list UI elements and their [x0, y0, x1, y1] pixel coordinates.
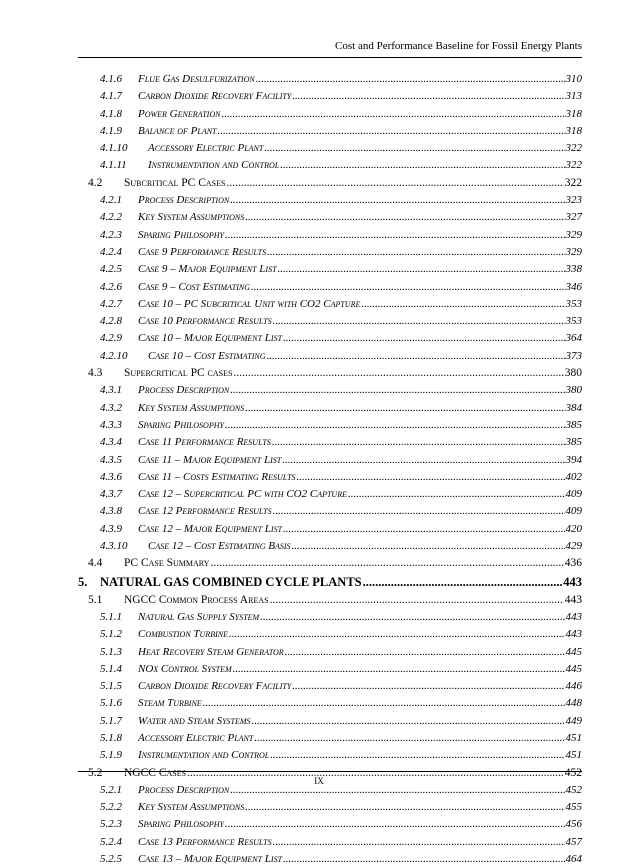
- toc-entry[interactable]: [76, 192, 582, 209]
- toc-leader-dots: [229, 626, 565, 643]
- toc-entry-page: 449: [565, 714, 582, 727]
- toc-entry-number: 5.2.1: [100, 783, 122, 796]
- toc-entry-number: 5.1: [88, 593, 103, 606]
- toc-leader-dots: [230, 192, 564, 209]
- toc-entry-page: 443: [564, 593, 582, 606]
- toc-entry-number: 5.1.8: [100, 731, 122, 744]
- toc-entry-page: 322: [565, 159, 582, 172]
- toc-entry-title: Carbon Dioxide Recovery Facility: [138, 90, 292, 103]
- toc-entry[interactable]: [76, 573, 582, 592]
- toc-leader-dots: [270, 747, 564, 764]
- toc-entry-title: Process Description: [138, 194, 230, 207]
- toc-leader-dots: [225, 816, 565, 833]
- toc-entry-page: 455: [565, 801, 582, 814]
- toc-leader-dots: [233, 365, 563, 382]
- toc-entry-title: Flue Gas Desulfurization: [138, 73, 255, 85]
- toc-leader-dots: [233, 661, 565, 678]
- toc-entry[interactable]: [76, 417, 582, 434]
- toc-leader-dots: [245, 400, 564, 417]
- toc-entry-title: Process Description: [138, 384, 230, 397]
- toc-entry-number: 4.1.7: [100, 90, 122, 103]
- toc-entry-page: 322: [565, 142, 582, 155]
- toc-entry[interactable]: [76, 365, 582, 382]
- toc-entry-page: 436: [564, 557, 582, 570]
- toc-entry[interactable]: [76, 661, 582, 678]
- toc-leader-dots: [348, 486, 565, 503]
- toc-leader-dots: [292, 88, 564, 105]
- toc-entry-title: Power Generation: [138, 107, 221, 120]
- toc-entry-title: Carbon Dioxide Recovery Facility: [138, 680, 292, 693]
- toc-entry[interactable]: [76, 555, 582, 572]
- toc-entry[interactable]: [76, 799, 582, 816]
- toc-leader-dots: [270, 592, 564, 609]
- toc-entry-page: 329: [565, 228, 582, 241]
- toc-entry[interactable]: [76, 348, 582, 365]
- toc-entry-number: 5.2: [88, 766, 103, 779]
- toc-entry[interactable]: [76, 486, 582, 503]
- toc-leader-dots: [272, 434, 565, 451]
- running-header: Cost and Performance Baseline for Fossil Energy Plants: [335, 40, 582, 52]
- toc-entry-number: 4.2.2: [100, 211, 122, 224]
- toc-leader-dots: [225, 227, 565, 244]
- toc-entry-page: 443: [565, 628, 582, 641]
- toc-entry-number: 4.2.6: [100, 280, 122, 293]
- toc-entry-number: 5.1.3: [100, 645, 122, 658]
- toc-entry[interactable]: [76, 592, 582, 609]
- toc-entry-title: Natural Gas Supply System: [138, 610, 260, 623]
- toc-entry-page: 353: [565, 297, 582, 310]
- toc-entry[interactable]: [76, 261, 582, 278]
- toc-leader-dots: [251, 279, 565, 296]
- toc-entry[interactable]: [76, 469, 582, 486]
- toc-entry-number: 4.1.9: [100, 124, 122, 137]
- toc-entry[interactable]: [76, 244, 582, 261]
- toc-entry-title: Key System Assumptions: [138, 401, 245, 414]
- toc-entry-number: 4.2.4: [100, 245, 122, 258]
- toc-entry-number: 4.2: [88, 176, 103, 189]
- toc-entry-number: 4.3.2: [100, 401, 122, 414]
- toc-leader-dots: [283, 521, 564, 538]
- toc-entry-number: 4.3.4: [100, 436, 122, 449]
- toc-entry[interactable]: [76, 730, 582, 747]
- toc-entry-number: 5.1.4: [100, 662, 122, 675]
- toc-entry[interactable]: [76, 538, 582, 555]
- toc-entry[interactable]: [76, 609, 582, 626]
- toc-leader-dots: [245, 209, 564, 226]
- toc-entry[interactable]: [76, 157, 582, 174]
- toc-entry-page: 429: [565, 540, 582, 553]
- toc-leader-dots: [273, 503, 565, 520]
- toc-entry-number: 4.2.3: [100, 228, 122, 241]
- toc-entry-page: 451: [565, 731, 582, 744]
- toc-entry-page: 384: [565, 401, 582, 414]
- toc-entry-page: 448: [565, 697, 582, 710]
- toc-entry[interactable]: [76, 140, 582, 157]
- toc-entry[interactable]: [76, 851, 582, 868]
- toc-entry-page: 443: [563, 574, 582, 589]
- toc-entry-number: 4.2.10: [100, 349, 128, 362]
- toc-entry-number: 4.1.6: [100, 73, 122, 85]
- toc-entry-title: Case 9 – Major Equipment List: [138, 263, 277, 276]
- toc-entry-title: Case 12 – Cost Estimating Basis: [148, 540, 291, 553]
- toc-entry[interactable]: [76, 71, 582, 88]
- toc-entry-title: Accessory Electric Plant: [138, 731, 254, 744]
- toc-entry-number: 5.1.6: [100, 697, 122, 710]
- toc-leader-dots: [267, 348, 565, 365]
- toc-leader-dots: [264, 140, 564, 157]
- toc-entry-title: Key System Assumptions: [138, 801, 245, 814]
- toc-entry-title: Instrumentation and Control: [148, 159, 280, 172]
- toc-entry-title: Subcritical PC Cases: [124, 176, 226, 189]
- page-number: IX: [314, 776, 324, 786]
- toc-entry-title: Sparing Philosophy: [138, 418, 224, 431]
- toc-entry-number: 4.1.11: [100, 159, 127, 172]
- toc-entry[interactable]: [76, 713, 582, 730]
- footer-rule: [78, 771, 582, 772]
- toc-leader-dots: [297, 469, 565, 486]
- toc-entry-page: 322: [564, 176, 582, 189]
- toc-entry-page: 446: [565, 680, 582, 693]
- toc-entry-page: 380: [564, 367, 582, 380]
- toc-leader-dots: [260, 609, 564, 626]
- toc-entry-number: 4.2.5: [100, 263, 122, 276]
- toc-entry-number: 5.1.5: [100, 680, 122, 693]
- toc-entry-title: NATURAL GAS COMBINED CYCLE PLANTS: [100, 574, 362, 589]
- toc-entry-title: NOx Control System: [138, 662, 232, 675]
- toc-leader-dots: [273, 313, 565, 330]
- toc-entry-title: Case 12 Performance Results: [138, 505, 272, 518]
- toc-entry-number: 5.2.3: [100, 818, 122, 831]
- toc-entry[interactable]: [76, 816, 582, 833]
- toc-entry-title: PC Case Summary: [124, 557, 210, 570]
- toc-leader-dots: [254, 730, 564, 747]
- toc-entry-page: 452: [565, 783, 582, 796]
- toc-entry-page: 329: [565, 245, 582, 258]
- toc-entry-page: 409: [565, 505, 582, 518]
- toc-entry-title: Case 11 Performance Results: [138, 436, 271, 449]
- toc-entry-page: 380: [565, 384, 582, 397]
- toc-entry-title: Heat Recovery Steam Generator: [138, 645, 284, 658]
- toc-entry-number: 5.1.7: [100, 714, 122, 727]
- toc-entry-title: Supercritical PC cases: [124, 367, 233, 380]
- toc-entry-title: Case 13 Performance Results: [138, 835, 272, 848]
- toc-entry-title: NGCC Common Process Areas: [124, 593, 269, 606]
- toc-entry-number: 5.2.2: [100, 801, 122, 814]
- toc-entry[interactable]: [76, 834, 582, 851]
- toc-entry-title: Balance of Plant: [138, 124, 217, 137]
- toc-entry-page: 457: [565, 835, 582, 848]
- toc-entry-page: 364: [565, 332, 582, 345]
- toc-entry[interactable]: [76, 296, 582, 313]
- toc-leader-dots: [278, 261, 565, 278]
- toc-entry-page: 402: [565, 470, 582, 483]
- toc-entry[interactable]: [76, 400, 582, 417]
- toc-entry-page: 385: [565, 418, 582, 431]
- toc-entry-number: 4.1.8: [100, 107, 122, 120]
- toc-entry-title: Water and Steam Systems: [138, 714, 251, 727]
- toc-entry-number: 4.2.9: [100, 332, 122, 345]
- toc-entry-title: Case 9 – Cost Estimating: [138, 280, 250, 293]
- toc-entry[interactable]: [76, 330, 582, 347]
- toc-entry-page: 310: [565, 73, 582, 85]
- toc-entry-page: 338: [565, 263, 582, 276]
- toc-entry-title: Case 13 – Major Equipment List: [138, 853, 283, 866]
- toc-entry-title: Combustion Turbine: [138, 628, 228, 641]
- toc-entry-page: 346: [565, 280, 582, 293]
- toc-entry-number: 4.1.10: [100, 142, 128, 155]
- toc-entry[interactable]: [76, 88, 582, 105]
- toc-leader-dots: [267, 244, 564, 261]
- toc-entry[interactable]: [76, 279, 582, 296]
- toc-leader-dots: [256, 71, 565, 88]
- toc-entry-number: 4.2.1: [100, 194, 122, 207]
- toc-entry[interactable]: [76, 452, 582, 469]
- toc-entry[interactable]: [76, 626, 582, 643]
- toc-entry-number: 4.2.7: [100, 297, 122, 310]
- toc-entry-page: 451: [565, 749, 582, 762]
- toc-entry-number: 4.3: [88, 367, 103, 380]
- toc-entry-title: Sparing Philosophy: [138, 818, 224, 831]
- toc-entry[interactable]: [76, 747, 582, 764]
- toc-leader-dots: [282, 452, 564, 469]
- toc-leader-dots: [230, 382, 564, 399]
- toc-leader-dots: [361, 296, 564, 313]
- toc-entry-number: 5.1.9: [100, 749, 122, 762]
- toc-entry-number: 4.3.10: [100, 540, 128, 553]
- toc-entry-title: Case 11 – Costs Estimating Results: [138, 470, 296, 483]
- toc-entry-number: 5.1.2: [100, 628, 122, 641]
- header-rule: [78, 57, 582, 58]
- toc-entry-title: Sparing Philosophy: [138, 228, 224, 241]
- toc-entry-number: 5.1.1: [100, 610, 122, 623]
- toc-entry-title: Process Description: [138, 783, 230, 796]
- toc-leader-dots: [210, 555, 563, 572]
- toc-entry-page: 318: [565, 107, 582, 120]
- toc-entry-number: 5.2.4: [100, 835, 122, 848]
- toc-leader-dots: [221, 106, 564, 123]
- toc-entry-page: 409: [565, 488, 582, 501]
- toc-entry[interactable]: [76, 175, 582, 192]
- toc-leader-dots: [218, 123, 565, 140]
- toc-entry-page: 443: [565, 610, 582, 623]
- toc-entry-title: Case 9 Performance Results: [138, 245, 267, 258]
- toc-entry-page: 445: [565, 662, 582, 675]
- toc-entry-number: 4.3.3: [100, 418, 122, 431]
- toc-entry[interactable]: [76, 227, 582, 244]
- toc-entry-number: 4.3.1: [100, 384, 122, 397]
- toc-entry[interactable]: [76, 503, 582, 520]
- toc-entry[interactable]: [76, 434, 582, 451]
- toc-entry[interactable]: [76, 521, 582, 538]
- toc-leader-dots: [283, 851, 564, 868]
- table-of-contents: [76, 71, 582, 868]
- toc-entry-title: NGCC Cases: [124, 766, 187, 779]
- toc-leader-dots: [273, 834, 565, 851]
- toc-entry-title: Case 10 – PC Subcritical Unit with CO2 Capture: [138, 297, 361, 310]
- toc-entry[interactable]: [76, 382, 582, 399]
- toc-entry-title: Case 12 – Supercritical PC with CO2 Capture: [138, 488, 347, 501]
- toc-entry-page: 420: [565, 522, 582, 535]
- toc-entry-number: 4.3.6: [100, 470, 122, 483]
- toc-entry-page: 327: [565, 211, 582, 224]
- toc-entry[interactable]: [76, 313, 582, 330]
- toc-entry-page: 373: [565, 349, 582, 362]
- toc-entry-page: 323: [565, 194, 582, 207]
- toc-entry-page: 445: [565, 645, 582, 658]
- toc-entry-title: Steam Turbine: [138, 697, 202, 710]
- toc-entry-number: 4.3.8: [100, 505, 122, 518]
- toc-entry-number: 5.: [78, 574, 88, 589]
- toc-entry-title: Case 12 – Major Equipment List: [138, 522, 283, 535]
- toc-leader-dots: [292, 538, 565, 555]
- toc-leader-dots: [292, 678, 564, 695]
- toc-entry[interactable]: [76, 678, 582, 695]
- toc-entry[interactable]: [76, 106, 582, 123]
- toc-entry-number: 4.3.9: [100, 522, 122, 535]
- toc-leader-dots: [252, 713, 565, 730]
- toc-entry[interactable]: [76, 644, 582, 661]
- toc-entry[interactable]: [76, 209, 582, 226]
- toc-entry-page: 313: [565, 90, 582, 103]
- toc-entry-title: Instrumentation and Control: [138, 749, 270, 762]
- toc-entry-number: 4.3.7: [100, 488, 122, 501]
- toc-entry-number: 4.2.8: [100, 315, 122, 328]
- toc-leader-dots: [245, 799, 564, 816]
- toc-entry[interactable]: [76, 123, 582, 140]
- toc-leader-dots: [285, 644, 565, 661]
- toc-leader-dots: [226, 175, 563, 192]
- toc-entry-page: 456: [565, 818, 582, 831]
- toc-entry-page: 385: [565, 436, 582, 449]
- toc-entry-title: Case 11 – Major Equipment List: [138, 453, 282, 466]
- toc-entry-page: 394: [565, 453, 582, 466]
- toc-entry[interactable]: [76, 695, 582, 712]
- toc-entry-title: Key System Assumptions: [138, 211, 245, 224]
- toc-leader-dots: [280, 157, 564, 174]
- toc-entry-page: 464: [565, 853, 582, 866]
- toc-leader-dots: [283, 330, 564, 347]
- toc-entry-number: 4.4: [88, 557, 103, 570]
- toc-entry-page: 318: [565, 124, 582, 137]
- toc-entry-page: 353: [565, 315, 582, 328]
- toc-entry-number: 4.3.5: [100, 453, 122, 466]
- toc-entry-title: Case 10 – Major Equipment List: [138, 332, 283, 345]
- toc-leader-dots: [225, 417, 565, 434]
- toc-entry-title: Accessory Electric Plant: [148, 142, 264, 155]
- toc-leader-dots: [363, 573, 563, 592]
- toc-entry-title: Case 10 Performance Results: [138, 315, 272, 328]
- toc-leader-dots: [203, 695, 565, 712]
- toc-entry-number: 5.2.5: [100, 853, 122, 866]
- toc-entry-page: 452: [564, 766, 582, 779]
- toc-entry-title: Case 10 – Cost Estimating: [148, 349, 266, 362]
